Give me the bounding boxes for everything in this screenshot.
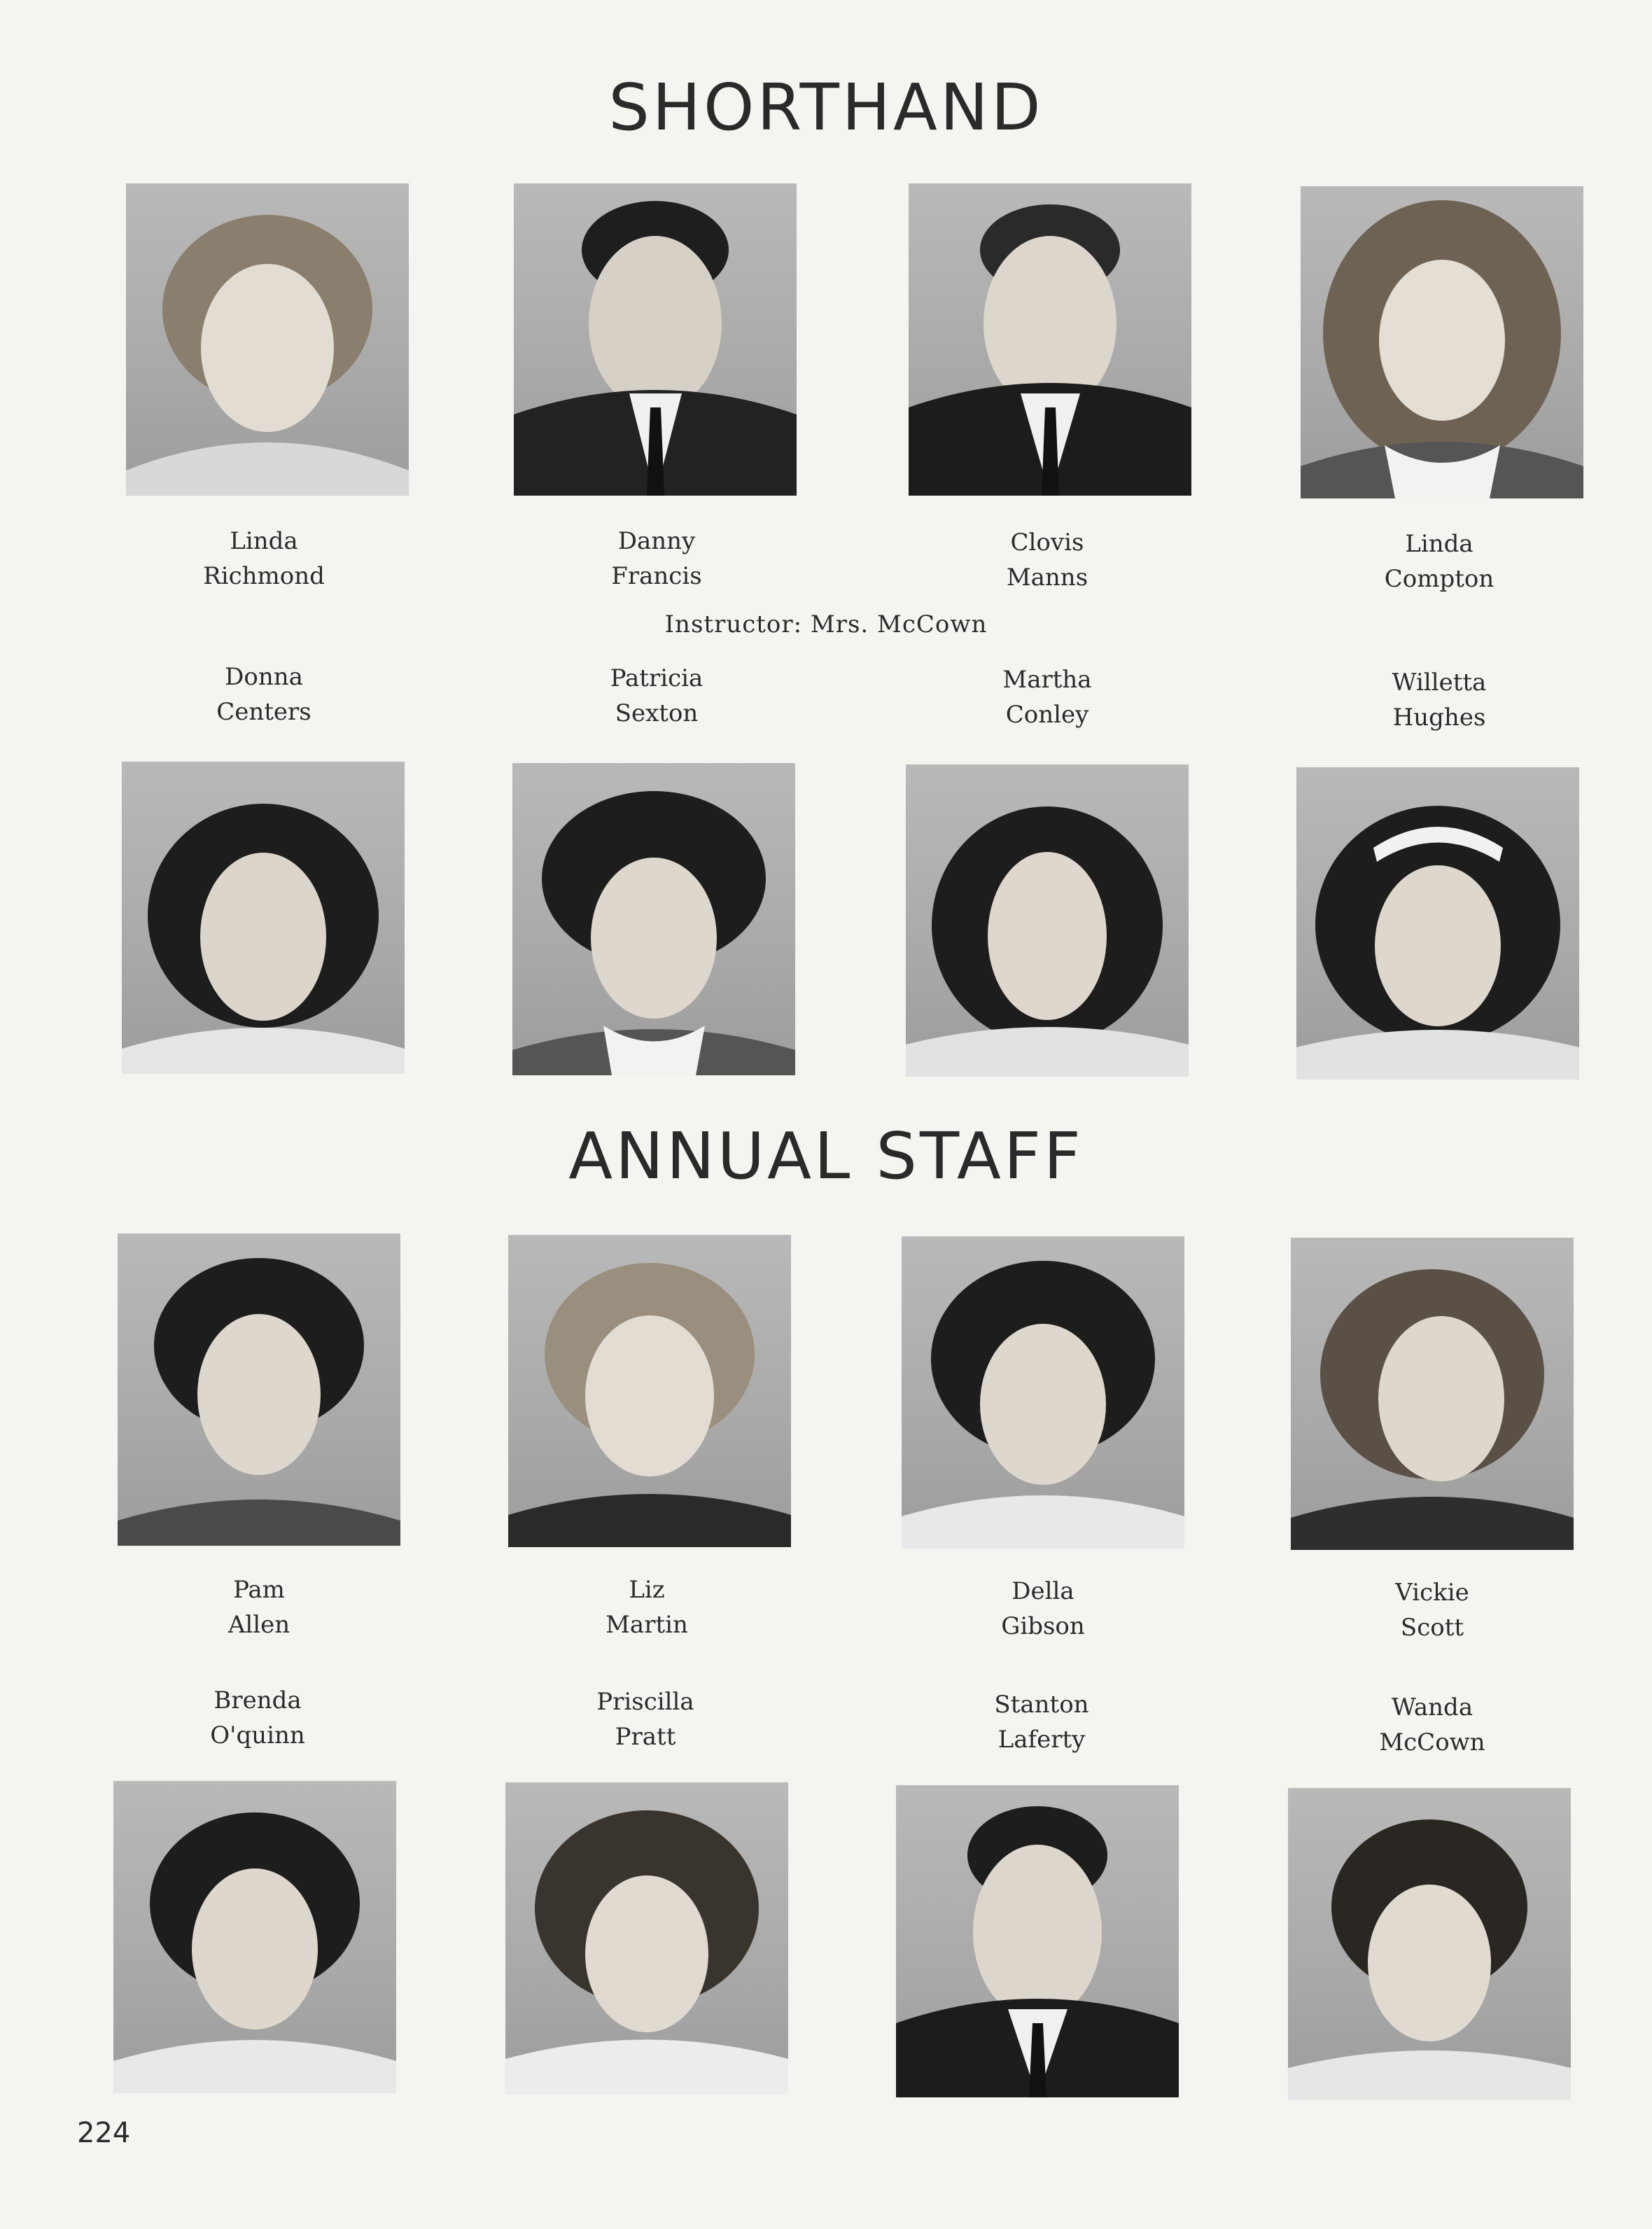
portrait-photo	[113, 1781, 396, 2093]
name-caption: Patricia Sexton	[610, 664, 704, 727]
portrait-photo	[514, 183, 797, 496]
portrait-photo	[1288, 1788, 1571, 2100]
section-title-shorthand: SHORTHAND	[608, 70, 1044, 145]
portrait-photo	[902, 1236, 1184, 1549]
name-caption: Martha Conley	[1002, 666, 1092, 729]
name-caption: Wanda McCown	[1379, 1693, 1485, 1756]
instructor-caption: Instructor: Mrs. McCown	[664, 610, 988, 638]
portrait-photo	[508, 1235, 791, 1547]
portrait-photo	[505, 1782, 788, 2095]
name-caption: Stanton Laferty	[994, 1691, 1089, 1754]
name-caption: Della Gibson	[1001, 1577, 1085, 1640]
portrait-photo	[896, 1785, 1179, 2097]
portrait-photo	[906, 764, 1189, 1077]
name-caption: Donna Centers	[216, 663, 312, 726]
name-caption: Vickie Scott	[1395, 1579, 1469, 1642]
name-caption: Linda Richmond	[203, 527, 325, 590]
portrait-photo	[512, 763, 795, 1075]
portrait-photo	[1296, 767, 1579, 1079]
section-title-annual-staff: ANNUAL STAFF	[568, 1119, 1084, 1194]
name-caption: Clovis Manns	[1006, 529, 1088, 592]
name-caption: Liz Martin	[606, 1576, 688, 1639]
portrait-photo	[1301, 186, 1583, 498]
name-caption: Danny Francis	[611, 527, 702, 590]
page-number: 224	[77, 2117, 131, 2149]
portrait-photo	[909, 183, 1191, 496]
portrait-photo	[126, 183, 409, 496]
name-caption: Linda Compton	[1384, 530, 1494, 593]
name-caption: Priscilla Pratt	[596, 1688, 694, 1751]
portrait-photo	[1291, 1238, 1574, 1550]
name-caption: Pam Allen	[227, 1576, 290, 1639]
portrait-photo	[118, 1234, 400, 1546]
portrait-photo	[122, 762, 405, 1074]
name-caption: Brenda O'quinn	[210, 1686, 305, 1749]
name-caption: Willetta Hughes	[1392, 669, 1487, 732]
